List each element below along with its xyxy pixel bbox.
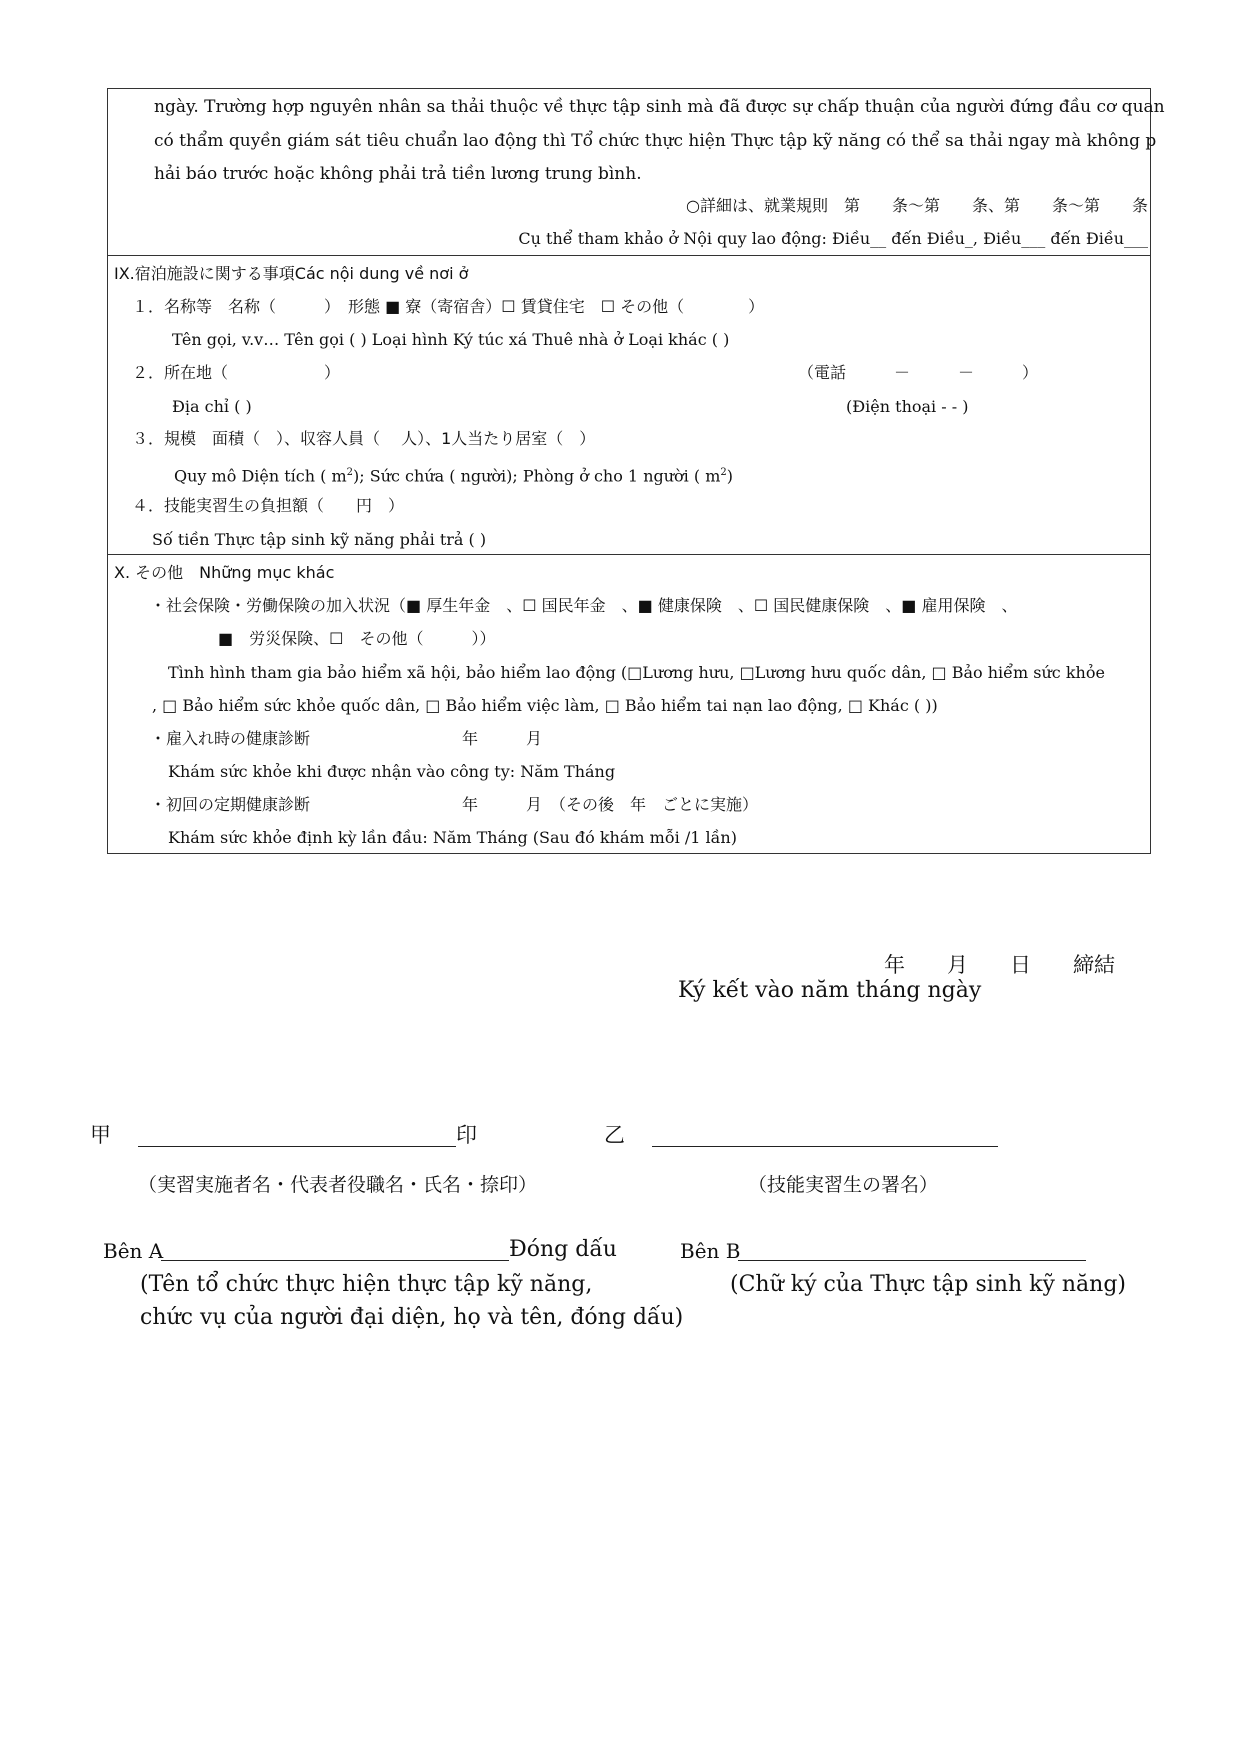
party-a-jp-caption: （実習実施者名・代表者役職名・氏名・捺印） (138, 1174, 538, 1196)
section-ix-box (107, 255, 1151, 555)
work-rules-detail-vi: Cụ thể tham khảo ở Nội quy lao động: Điều__ đến Điều_, Điều___ đến Điều___ (518, 229, 1148, 248)
section-viii-box (107, 88, 1165, 256)
party-a-vi-signature-line (161, 1260, 509, 1261)
periodic-health-check-jp: ・初回の定期健康診断 (150, 795, 311, 814)
party-b-vi-label: Bên B (680, 1239, 741, 1263)
section-x-box (107, 554, 1151, 854)
hire-health-check-jp: ・雇入れ時の健康診断 (150, 729, 311, 748)
trainee-cost-vi: Số tiền Thực tập sinh kỹ năng phải trả ( ) (152, 530, 487, 549)
accommodation-address-vi: Địa chỉ ( ) (172, 397, 252, 416)
signing-date-vi: Ký kết vào năm tháng ngày (678, 978, 982, 1003)
insurance-status-vi-2: , □ Bảo hiểm sức khỏe quốc dân, □ Bảo hiểm việc làm, □ Bảo hiểm tai nạn lao động, □ Khác ( )) (152, 696, 938, 715)
accommodation-scale-vi: Quy mô Diện tích ( $m^2$); Sức chứa ( người); Phòng ở cho 1 người ( $m^2$) (174, 466, 734, 486)
party-a-vi-caption-1: (Tên tổ chức thực hiện thực tập kỹ năng, (140, 1272, 593, 1297)
insurance-status-vi-1: Tình hình tham gia bảo hiểm xã hội, bảo hiểm lao động (□Lương hưu, □Lương hưu quốc dân, □ Bảo hiểm sức khỏe (168, 663, 1105, 682)
section-x-title: X. その他 Những mục khác (114, 563, 335, 582)
party-b-jp-label: 乙 (604, 1123, 625, 1147)
party-b-jp-caption: （技能実習生の署名） (748, 1174, 939, 1196)
party-b-jp-signature-line (652, 1146, 998, 1147)
accommodation-name-jp: １．名称等 名称（ ） 形態 ■ 寮（寄宿舎）☐ 賃貸住宅 ☐ その他（ ） (132, 297, 765, 316)
accommodation-scale-jp: ３．規模 面積（ ）、収容人員（ 人）、1人当たり居室（ ） (132, 429, 596, 448)
work-rules-detail-jp: ○詳細は、就業規則 第 条～第 条、第 条～第 条 (686, 196, 1148, 215)
accommodation-address-jp: ２．所在地（ ） (132, 363, 341, 382)
party-a-vi-caption-2: chức vụ của người đại diện, họ và tên, đóng dấu) (140, 1305, 684, 1330)
periodic-health-check-date-jp: 年 月 （その後 年 ごとに実施） (462, 795, 759, 814)
party-a-jp-signature-line (138, 1146, 456, 1147)
accommodation-phone-vi: (Điện thoại - - ) (846, 397, 969, 416)
trainee-cost-jp: ４．技能実習生の負担額（ 円 ） (132, 496, 405, 515)
hire-health-check-vi: Khám sức khỏe khi được nhận vào công ty: Năm Tháng (168, 762, 616, 781)
accommodation-phone-jp: （電話 － － ） (798, 363, 1039, 382)
hire-health-check-date-jp: 年 月 (462, 729, 543, 748)
seal-vi-label: Đóng dấu (509, 1237, 617, 1262)
section-ix-title: IX.宿泊施設に関する事項Các nội dung về nơi ở (114, 264, 469, 283)
insurance-status-jp-1: ・社会保険・労働保険の加入状況（■ 厚生年金 、☐ 国民年金 、■ 健康保険 、☐ 国民健康保険 、■ 雇用保険 、 (150, 596, 1018, 615)
dismissal-text-line-1: ngày. Trường hợp nguyên nhân sa thải thuộc về thực tập sinh mà đã được sự chấp thuận của người đứng đầu cơ quan (154, 97, 1165, 117)
dismissal-text-line-2: có thẩm quyền giám sát tiêu chuẩn lao động thì Tổ chức thực hiện Thực tập kỹ năng có thể sa thải ngay mà không p (154, 131, 1157, 151)
party-a-vi-label: Bên A (103, 1239, 164, 1263)
periodic-health-check-vi: Khám sức khỏe định kỳ lần đầu: Năm Tháng (Sau đó khám mỗi /1 lần) (168, 828, 737, 847)
dismissal-text-line-3: hải báo trước hoặc không phải trả tiền lương trung bình. (154, 164, 642, 184)
signing-date-jp: 年 月 日 締結 (884, 953, 1115, 977)
insurance-status-jp-2: ■ 労災保険、☐ その他（ ）） (218, 629, 496, 648)
party-b-vi-caption: (Chữ ký của Thực tập sinh kỹ năng) (730, 1272, 1126, 1297)
accommodation-name-vi: Tên gọi, v.v… Tên gọi ( ) Loại hình Ký túc xá Thuê nhà ở Loại khác ( ) (172, 330, 730, 349)
party-a-jp-label: 甲 (90, 1123, 111, 1147)
party-b-vi-signature-line (738, 1260, 1086, 1261)
seal-jp-label: 印 (456, 1123, 477, 1147)
